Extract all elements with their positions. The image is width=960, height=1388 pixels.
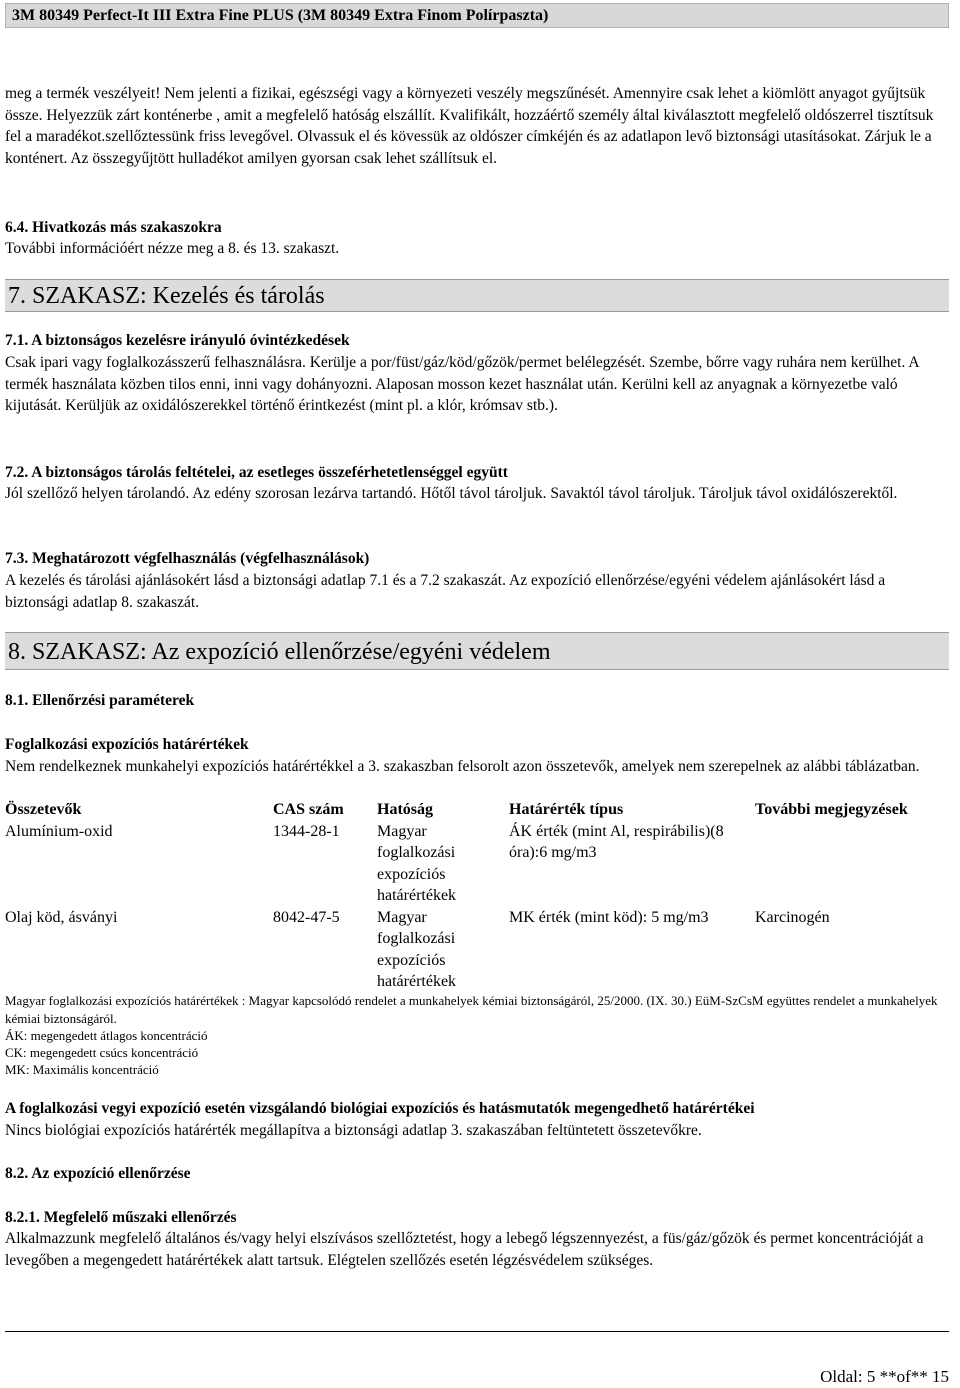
s7-1-heading: 7.1. A biztonságos kezelésre irányuló óvintézkedések — [5, 332, 350, 349]
bio-text: Nincs biológiai expozíciós határérték megállapítva a biztonsági adatlap 3. szakaszában feltüntetett összetevőkre. — [5, 1122, 702, 1139]
cell-ingredient: Olaj köd, ásványi — [5, 908, 118, 926]
exposure-limits-table — [5, 799, 949, 993]
s6-4-heading: 6.4. Hivatkozás más szakaszokra — [5, 219, 222, 236]
footnote-legislation: Magyar foglalkozási expozíciós határértékek : Magyar kapcsolódó rendelet a munkahelyek kémiai biztonságáról, 25/2000. (IX. 30.) EüM-SzCsM együttes rendelet a munkahelyek kémiai biztonságáról. — [5, 993, 938, 1026]
oel-heading: Foglalkozási expozíciós határértékek — [5, 736, 249, 753]
col-header-limit-type: Határérték típus — [509, 801, 624, 818]
cell-notes — [755, 821, 949, 907]
cell-notes: Karcinogén — [755, 908, 830, 926]
section-7-bar — [5, 279, 949, 312]
s7-1-text: Csak ipari vagy foglalkozásszerű felhasználásra. Kerülje a por/füst/gáz/köd/gőzök/permet belélegzését. Szembe, bőrre vagy ruhára nem kerülhet. A termék használata közben tilos enni, inni vagy dohányozni. Alaposan mosson kezet használat után. Kerülni kell az anyagnak a környezetbe való kijutását. Kerüljük az oxidálószerekkel történő érintkezést (mint pl. a klór, krómsav stb.). — [5, 354, 919, 414]
s7-3-text: A kezelés és tárolási ajánlásokért lásd a biztonsági adatlap 7.1 és a 7.2 szakaszát. Az expozíció ellenőrzése/egyéni védelem ajánlásokért lásd a biztonsági adatlap 8. szakaszát. — [5, 572, 886, 611]
cell-limit-type: MK érték (mint köd): 5 mg/m3 — [509, 908, 709, 926]
cell-cas: 8042-47-5 — [273, 908, 340, 926]
section-8-bar — [5, 632, 949, 670]
cell-ingredient: Alumínium-oxid — [5, 822, 113, 840]
s7-2-heading: 7.2. A biztonságos tárolás feltételei, az esetleges összeférhetetlenséggel együtt — [5, 464, 508, 481]
footnote-ck: CK: megengedett csúcs koncentráció — [5, 1045, 199, 1060]
exposure-limits-table-wrapper — [5, 799, 949, 993]
table-row — [5, 907, 949, 993]
s7-3-heading: 7.3. Meghatározott végfelhasználás (végfelhasználások) — [5, 550, 370, 567]
footnote-mk: MK: Maximális koncentráció — [5, 1062, 159, 1077]
section-8-title: 8. SZAKASZ: Az expozíció ellenőrzése/egyéni védelem — [8, 639, 551, 665]
table-header-row — [5, 799, 949, 821]
col-header-authority: Hatóság — [377, 801, 433, 818]
footnote-ak: ÁK: megengedett átlagos koncentráció — [5, 1028, 208, 1043]
bio-heading: A foglalkozási vegyi expozíció esetén vizsgálandó biológiai expozíciós és hatásmutatók megengedhető határértékei — [5, 1100, 755, 1117]
section-7-title: 7. SZAKASZ: Kezelés és tárolás — [8, 283, 325, 309]
footer-divider — [5, 1331, 949, 1332]
col-header-notes: További megjegyzések — [755, 801, 908, 818]
page-number: Oldal: 5 **of** 15 — [820, 1367, 949, 1386]
cell-limit-type: ÁK érték (mint Al, respirábilis)(8 óra):6 mg/m3 — [509, 822, 724, 861]
table-row — [5, 821, 949, 907]
col-header-ingredient: Összetevők — [5, 801, 82, 818]
cell-cas: 1344-28-1 — [273, 822, 340, 840]
s6-4-text: További információért nézze meg a 8. és 13. szakaszt. — [5, 240, 340, 257]
s8-2-1-text: Alkalmazzunk megfelelő általános és/vagy helyi elszívásos szellőztetést, hogy a lebegő légszennyezést, a füs/gáz/gőzök és permet koncentrációját a levegőben a megengedett határértékek alatt tartsuk. Elégtelen szellőzés esetén légzésvédelem szükséges. — [5, 1230, 924, 1269]
s8-1-heading: 8.1. Ellenőrzési paraméterek — [5, 692, 195, 709]
oel-text: Nem rendelkeznek munkahelyi expozíciós határértékkel a 3. szakaszban felsorolt azon összetevők, amelyek nem szerepelnek az alábbi táblázatban. — [5, 758, 920, 775]
s8-2-1-heading: 8.2.1. Megfelelő műszaki ellenőrzés — [5, 1209, 237, 1226]
document-title: 3M 80349 Perfect-It III Extra Fine PLUS (3M 80349 Extra Finom Polírpaszta) — [12, 7, 549, 24]
s7-2-text: Jól szellőző helyen tárolandó. Az edény szorosan lezárva tartandó. Hőtől távol tároljuk. Savaktól távol tároljuk. Tároljuk távol oxidálószerektől. — [5, 485, 898, 502]
s8-2-heading: 8.2. Az expozíció ellenőrzése — [5, 1165, 191, 1182]
intro-paragraph: meg a termék veszélyeit! Nem jelenti a fizikai, egészségi vagy a környezeti veszély megszűnését. Amennyire csak lehet a kiömlött anyagot gyűjtsük össze. Helyezzük zárt konténerbe , amit a megfelelő hatóság elszállít. Kvalifikált, hozzáértő személy által kiválasztott megfelelő oldószerrel tisztítsuk fel a maradékot.szellőztessünk friss levegővel. Olvassuk el és kövessük az oldószer címkéjén és az adatlapon levő biztonsági utasításokat. Zárjuk le a konténert. Az összegyűjtött hulladékot amilyen gyorsan csak lehet szállítsuk el. — [5, 85, 934, 167]
document-header — [5, 3, 949, 28]
cell-authority: Magyar foglalkozási expozíciós határértékek — [377, 908, 457, 990]
cell-authority: Magyar foglalkozási expozíciós határértékek — [377, 822, 457, 904]
col-header-cas: CAS szám — [273, 801, 344, 818]
